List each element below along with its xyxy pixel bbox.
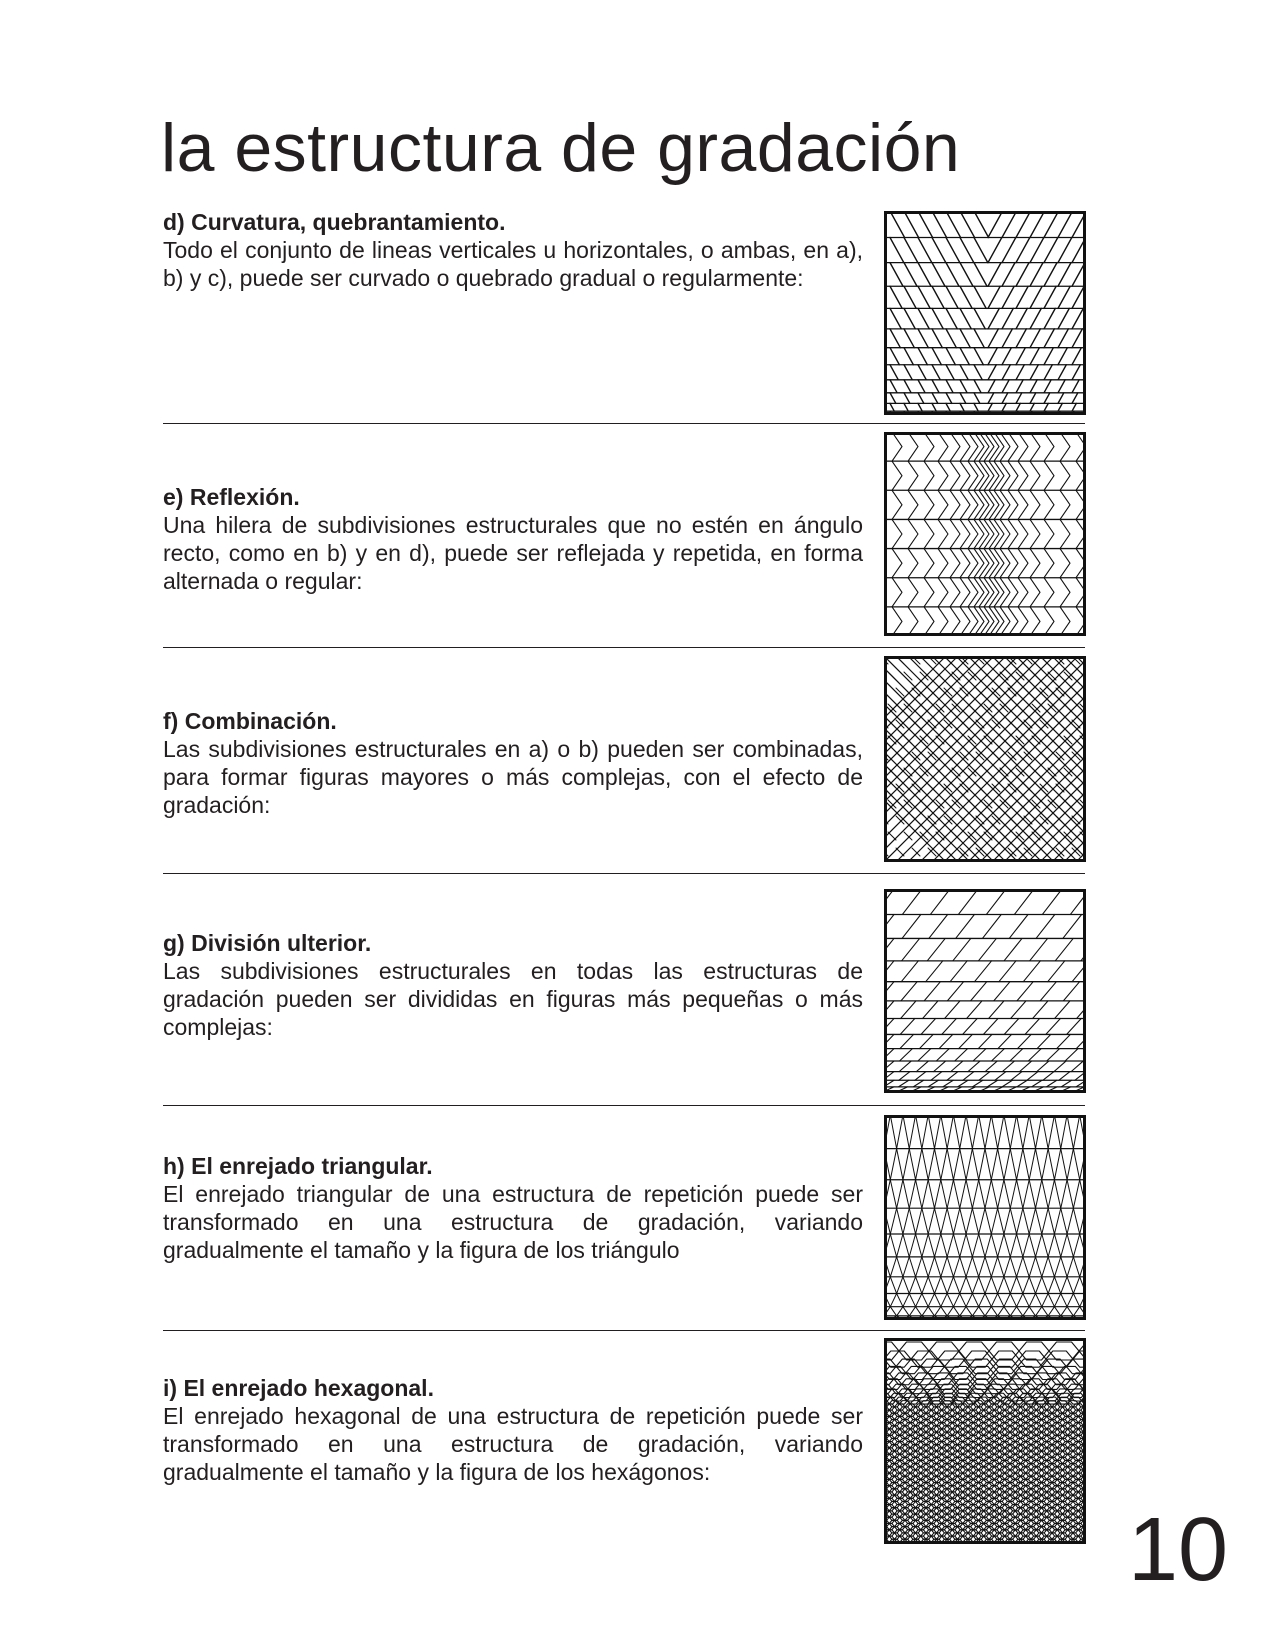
reflection-figure bbox=[884, 432, 1086, 636]
section-heading: g) División ulterior. bbox=[163, 930, 372, 956]
section-reflection bbox=[163, 483, 863, 595]
section-heading: i) El enrejado hexagonal. bbox=[163, 1375, 434, 1401]
section-heading: d) Curvatura, quebrantamiento. bbox=[163, 209, 506, 235]
subdivision-figure bbox=[884, 889, 1086, 1093]
section-triangular bbox=[163, 1152, 863, 1264]
section-divider bbox=[163, 1330, 1085, 1331]
section-hexagonal bbox=[163, 1374, 863, 1486]
section-body: Las subdivisiones estructurales en todas las estructuras de gradación pueden ser divididas en figuras más pequeñas o más complejas: bbox=[163, 958, 863, 1040]
section-subdivision bbox=[163, 929, 863, 1041]
section-heading: f) Combinación. bbox=[163, 708, 337, 734]
section-curvature bbox=[163, 208, 863, 292]
section-body: Todo el conjunto de lineas verticales u horizontales, o ambas, en a), b) y c), puede ser curvado o quebrado gradual o regularmente: bbox=[163, 237, 863, 291]
section-divider bbox=[163, 1105, 1085, 1106]
page-title: la estructura de gradación bbox=[161, 110, 961, 186]
page-number: 10 bbox=[1128, 1500, 1229, 1600]
section-divider bbox=[163, 647, 1085, 648]
hexagonal-lattice-figure bbox=[884, 1338, 1086, 1544]
section-combination bbox=[163, 707, 863, 819]
section-divider bbox=[163, 423, 1085, 424]
section-body: El enrejado hexagonal de una estructura de repetición puede ser transformado en una estructura de gradación, variando gradualmente el tamaño y la figura de los hexágonos: bbox=[163, 1403, 863, 1485]
section-divider bbox=[163, 873, 1085, 874]
section-body: Una hilera de subdivisiones estructurales que no estén en ángulo recto, como en b) y en d), puede ser reflejada y repetida, en forma alternada o regular: bbox=[163, 512, 863, 594]
section-body: Las subdivisiones estructurales en a) o b) pueden ser combinadas, para formar figuras mayores o más complejas, con el efecto de gradación: bbox=[163, 736, 863, 818]
section-heading: e) Reflexión. bbox=[163, 484, 300, 510]
section-heading: h) El enrejado triangular. bbox=[163, 1153, 433, 1179]
combination-figure bbox=[884, 656, 1086, 862]
curved-lines-figure bbox=[884, 211, 1086, 415]
triangular-lattice-figure bbox=[884, 1115, 1086, 1320]
section-body: El enrejado triangular de una estructura de repetición puede ser transformado en una estructura de gradación, variando gradualmente el tamaño y la figura de los triángulo bbox=[163, 1181, 863, 1263]
